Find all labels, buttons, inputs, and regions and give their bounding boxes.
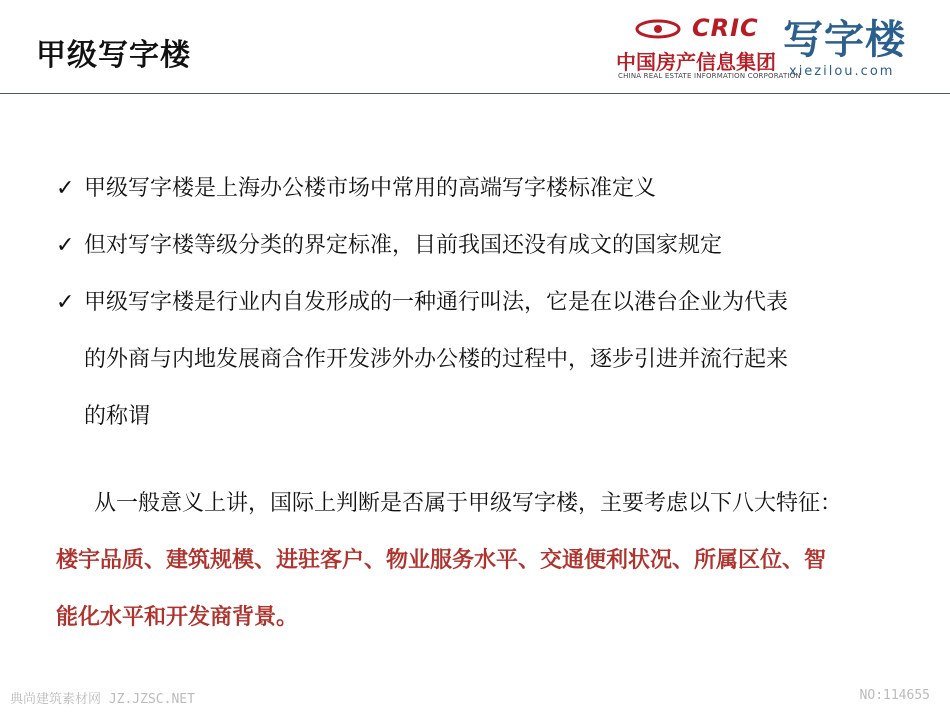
cric-eye-icon (634, 18, 686, 40)
bullet-text: 甲级写字楼是行业内自发形成的一种通行叫法，它是在以港台企业为代表 (84, 290, 789, 315)
cric-wordmark: CRIC (692, 14, 759, 42)
bullet-text: 但对写字楼等级分类的界定标准，目前我国还没有成文的国家规定 (84, 233, 723, 258)
footer-watermark: 典尚建筑素材网 JZ.JZSC.NET (10, 692, 195, 707)
check-icon: ✓ (56, 233, 75, 258)
cric-logo (612, 14, 801, 82)
xiezilou-logo (783, 18, 923, 82)
bullet-item (56, 289, 788, 317)
bullet-item (56, 175, 656, 203)
intro-paragraph: 从一般意义上讲，国际上判断是否属于甲级写字楼，主要考虑以下八大特征： (94, 491, 843, 516)
bullet-item (56, 232, 722, 260)
check-icon: ✓ (56, 290, 75, 315)
header-divider (0, 93, 950, 94)
features-line: 能化水平和开发商背景。 (56, 605, 299, 630)
xiezilou-chinese-name: 写字楼 (783, 17, 906, 63)
page-title: 甲级写字楼 (36, 38, 191, 73)
features-line: 楼宇品质、建筑规模、进驻客户、物业服务水平、交通便利状况、所属区位、智 (56, 548, 827, 573)
bullet-text: 甲级写字楼是上海办公楼市场中常用的高端写字楼标准定义 (84, 176, 657, 201)
bullet-continuation-line: 的称谓 (84, 404, 151, 429)
cric-chinese-name: 中国房产信息集团 (616, 50, 776, 74)
check-icon: ✓ (56, 176, 75, 201)
footer-id: NO:114655 (859, 688, 930, 703)
cric-english-name: CHINA REAL ESTATE INFORMATION CORPORATION (618, 72, 801, 80)
xiezilou-url: xiezilou.com (789, 64, 895, 79)
bullet-continuation-line: 的外商与内地发展商合作开发涉外办公楼的过程中，逐步引进并流行起来 (84, 347, 789, 372)
